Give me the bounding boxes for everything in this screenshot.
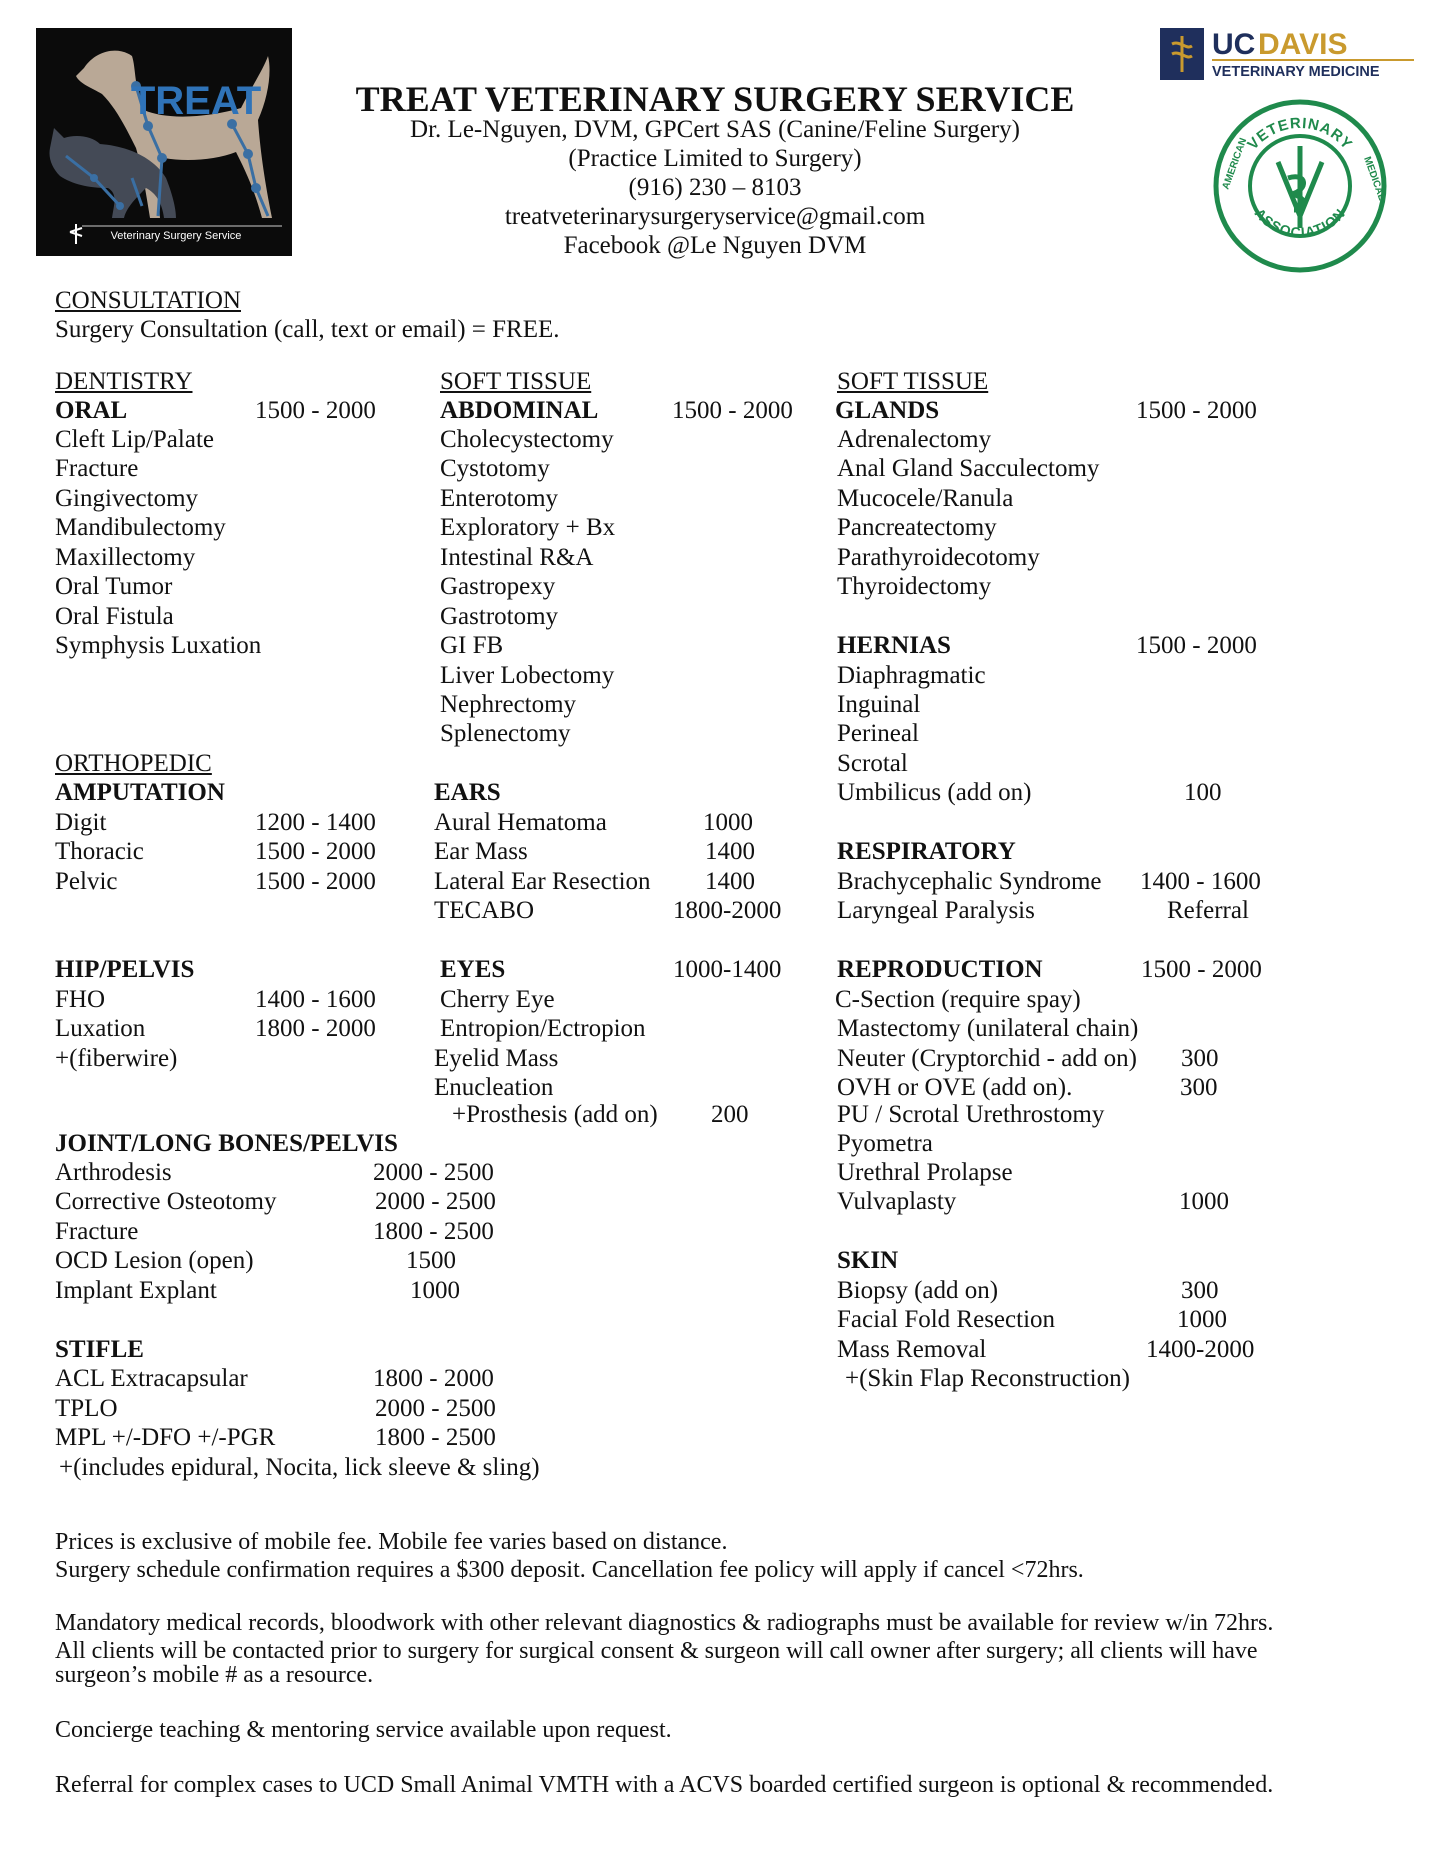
price-list-item: TPLO	[55, 1395, 118, 1422]
price-list-item: C-Section (require spay)	[835, 986, 1081, 1013]
section-heading: ORTHOPEDIC	[55, 750, 212, 777]
price-list-item: Diaphragmatic	[837, 662, 986, 689]
price-list-item: 1800 - 2000	[255, 1015, 376, 1042]
price-list-item: 1500 - 2000	[255, 838, 376, 865]
category-heading: JOINT/LONG BONES/PELVIS	[55, 1130, 398, 1157]
footer-note: Mandatory medical records, bloodwork with other relevant diagnostics & radiographs must be available for review w/in 72hrs.	[55, 1610, 1274, 1636]
price-list-item: Urethral Prolapse	[837, 1159, 1013, 1186]
price-list-item: Corrective Osteotomy	[55, 1188, 277, 1215]
price-list-item: MPL +/-DFO +/-PGR	[55, 1424, 276, 1451]
price-list-item: Aural Hematoma	[434, 809, 607, 836]
ucdavis-logo	[1160, 28, 1416, 80]
price-list-item: +(includes epidural, Nocita, lick sleeve & sling)	[59, 1454, 540, 1481]
price-list-item: Entropion/Ectropion	[440, 1015, 646, 1042]
price-list-item: Inguinal	[837, 691, 921, 718]
logo-text: TREAT	[130, 79, 262, 123]
price-list-item: 1000	[703, 809, 753, 836]
price-list-item: Umbilicus (add on)	[837, 779, 1032, 806]
price-list-item: Anal Gland Sacculectomy	[837, 455, 1100, 482]
category-heading: GLANDS	[835, 397, 940, 424]
price-list-item: 1800 - 2500	[375, 1424, 496, 1451]
price-list-item: 1500 - 2000	[255, 397, 376, 424]
price-list-item: Digit	[55, 809, 107, 836]
price-list-item: Pyometra	[837, 1130, 933, 1157]
price-list-item: +Prosthesis (add on)	[452, 1101, 658, 1128]
avma-seal	[1212, 98, 1388, 274]
price-list-item: 1400-2000	[1146, 1336, 1255, 1363]
section-heading: SOFT TISSUE	[837, 368, 989, 395]
price-list-item: Exploratory + Bx	[440, 514, 616, 541]
price-list-item: 1500 - 2000	[1141, 956, 1262, 983]
category-heading: AMPUTATION	[55, 779, 225, 806]
price-list-item: OVH or OVE (add on).	[837, 1074, 1073, 1101]
category-heading: EARS	[434, 779, 501, 806]
category-heading: HIP/PELVIS	[55, 956, 195, 983]
price-list-item: Scrotal	[837, 750, 908, 777]
section-heading: SOFT TISSUE	[440, 368, 592, 395]
footer-note: Concierge teaching & mentoring service available upon request.	[55, 1717, 672, 1743]
price-list-item: Enucleation	[434, 1074, 554, 1101]
price-list-item: Cystotomy	[440, 455, 550, 482]
consultation-text: Surgery Consultation (call, text or email) = FREE.	[55, 316, 560, 343]
price-list-item: Luxation	[55, 1015, 146, 1042]
price-list-item: Brachycephalic Syndrome	[837, 868, 1102, 895]
price-list-item: 1800 - 2500	[373, 1218, 494, 1245]
price-list-item: 100	[1184, 779, 1222, 806]
price-list-item: Referral	[1167, 897, 1249, 924]
price-list-item: 1400	[705, 838, 755, 865]
price-list-item: Oral Tumor	[55, 573, 173, 600]
price-list-item: Implant Explant	[55, 1277, 217, 1304]
avma-left-text: AMERICAN	[1220, 136, 1250, 192]
price-list-item: +(Skin Flap Reconstruction)	[845, 1365, 1130, 1392]
caduceus-v-icon	[1278, 146, 1322, 228]
price-list-item: 1500 - 2000	[255, 868, 376, 895]
category-heading: STIFLE	[55, 1336, 144, 1363]
doctor-credentials: Dr. Le-Nguyen, DVM, GPCert SAS (Canine/Feline Surgery)	[410, 116, 1020, 143]
price-list-item: Parathyroidecotomy	[837, 544, 1040, 571]
category-heading: SKIN	[837, 1247, 899, 1274]
price-list-item: Oral Fistula	[55, 603, 174, 630]
section-heading: DENTISTRY	[55, 368, 193, 395]
price-list-item: 1000	[1179, 1188, 1229, 1215]
footer-note: surgeon’s mobile # as a resource.	[55, 1662, 374, 1688]
price-list-item: Laryngeal Paralysis	[837, 897, 1035, 924]
footer-note: All clients will be contacted prior to surgery for surgical consent & surgeon will call owner after surgery; all clients will have	[55, 1638, 1258, 1664]
avma-bottom-text: ASSOCIATION	[1251, 205, 1349, 241]
ucdavis-davis: DAVIS	[1258, 28, 1348, 61]
price-list-item: Cholecystectomy	[440, 426, 614, 453]
price-list-item: 1400 - 1600	[1140, 868, 1261, 895]
price-list-item: 300	[1180, 1074, 1218, 1101]
price-list-item: PU / Scrotal Urethrostomy	[837, 1101, 1105, 1128]
price-list-item: GI FB	[440, 632, 504, 659]
price-list-item: 1800-2000	[673, 897, 782, 924]
price-list-item: Gastrotomy	[440, 603, 559, 630]
price-list-item: Biopsy (add on)	[837, 1277, 999, 1304]
category-heading: REPRODUCTION	[837, 956, 1043, 983]
page-title: TREAT VETERINARY SURGERY SERVICE	[355, 79, 1075, 119]
facebook-handle: Facebook @Le Nguyen DVM	[563, 232, 867, 259]
avma-top-text: VETERINARY	[1244, 114, 1356, 154]
price-list-item: ACL Extracapsular	[55, 1365, 248, 1392]
price-list-item: Ear Mass	[434, 838, 528, 865]
price-list-item: FHO	[55, 986, 106, 1013]
price-list-item: Mass Removal	[837, 1336, 987, 1363]
price-list-item: 2000 - 2500	[373, 1159, 494, 1186]
price-list-item: Adrenalectomy	[837, 426, 992, 453]
price-list-item: TECABO	[434, 897, 534, 924]
price-list-item: Cleft Lip/Palate	[55, 426, 214, 453]
price-list-item: Facial Fold Resection	[837, 1306, 1056, 1333]
price-list-item: 1400	[705, 868, 755, 895]
category-heading: HERNIAS	[837, 632, 951, 659]
price-list-item: Vulvaplasty	[837, 1188, 957, 1215]
footer-note: Surgery schedule confirmation requires a $300 deposit. Cancellation fee policy will apply if cancel <72hrs.	[55, 1557, 1084, 1583]
price-list-item: Maxillectomy	[55, 544, 196, 571]
price-list-item: Intestinal R&A	[440, 544, 594, 571]
price-list-item: Arthrodesis	[55, 1159, 172, 1186]
category-heading: ABDOMINAL	[440, 397, 599, 424]
price-list-item: Thoracic	[55, 838, 144, 865]
price-list-item: OCD Lesion (open)	[55, 1247, 254, 1274]
price-list-item: Liver Lobectomy	[440, 662, 615, 689]
price-list-item: Symphysis Luxation	[55, 632, 262, 659]
price-list-item: 1500	[406, 1247, 456, 1274]
price-list-item: Mandibulectomy	[55, 514, 226, 541]
price-list-item: Pancreatectomy	[837, 514, 997, 541]
price-list-item: 1000	[1177, 1306, 1227, 1333]
practice-note: (Practice Limited to Surgery)	[568, 145, 862, 172]
price-list-item: Mucocele/Ranula	[837, 485, 1014, 512]
ucdavis-uc: UC	[1212, 28, 1256, 61]
price-list-item: Thyroidectomy	[837, 573, 992, 600]
price-list-item: Gastropexy	[440, 573, 556, 600]
logo-caption: Veterinary Surgery Service	[110, 230, 242, 242]
price-list-item: 2000 - 2500	[375, 1395, 496, 1422]
consultation-heading: CONSULTATION	[55, 287, 241, 314]
price-list-item: Nephrectomy	[440, 691, 577, 718]
price-list-item: Fracture	[55, 455, 139, 482]
price-list-item: Mastectomy (unilateral chain)	[837, 1015, 1139, 1042]
category-heading: EYES	[440, 956, 506, 983]
price-list-item: 300	[1181, 1277, 1219, 1304]
price-list-item: 1400 - 1600	[255, 986, 376, 1013]
price-list-item: 1500 - 2000	[672, 397, 793, 424]
footer-note: Referral for complex cases to UCD Small Animal VMTH with a ACVS boarded certified surgeon is optional & recommended.	[55, 1772, 1274, 1798]
price-list-item: Cherry Eye	[440, 986, 555, 1013]
avma-right-text: MEDICAL	[1361, 155, 1388, 202]
price-list-item: Pelvic	[55, 868, 118, 895]
footer-note: Prices is exclusive of mobile fee. Mobile fee varies based on distance.	[55, 1529, 728, 1555]
category-heading: RESPIRATORY	[837, 838, 1016, 865]
email-address: treatveterinarysurgeryservice@gmail.com	[504, 203, 926, 230]
price-list-item: 1500 - 2000	[1136, 632, 1257, 659]
phone-number: (916) 230 – 8103	[628, 174, 802, 201]
price-list-item: +(fiberwire)	[55, 1045, 178, 1072]
price-list-item: Gingivectomy	[55, 485, 199, 512]
price-list-item: 1200 - 1400	[255, 809, 376, 836]
price-list-item: Lateral Ear Resection	[434, 868, 651, 895]
price-list-item: 1000-1400	[673, 956, 782, 983]
category-heading: ORAL	[55, 397, 128, 424]
price-list-item: 2000 - 2500	[375, 1188, 496, 1215]
price-list-item: 1000	[410, 1277, 460, 1304]
price-list-item: Perineal	[837, 720, 919, 747]
price-list-item: Neuter (Cryptorchid - add on)	[837, 1045, 1137, 1072]
price-list-item: 200	[711, 1101, 749, 1128]
price-list-item: 300	[1181, 1045, 1219, 1072]
price-list-item: 1500 - 2000	[1136, 397, 1257, 424]
ucdavis-sub: VETERINARY MEDICINE	[1212, 64, 1380, 80]
price-list-item: Eyelid Mass	[434, 1045, 559, 1072]
price-list-item: 1800 - 2000	[373, 1365, 494, 1392]
price-list-item: Splenectomy	[440, 720, 571, 747]
price-list-item: Enterotomy	[440, 485, 559, 512]
price-list-item: Fracture	[55, 1218, 139, 1245]
